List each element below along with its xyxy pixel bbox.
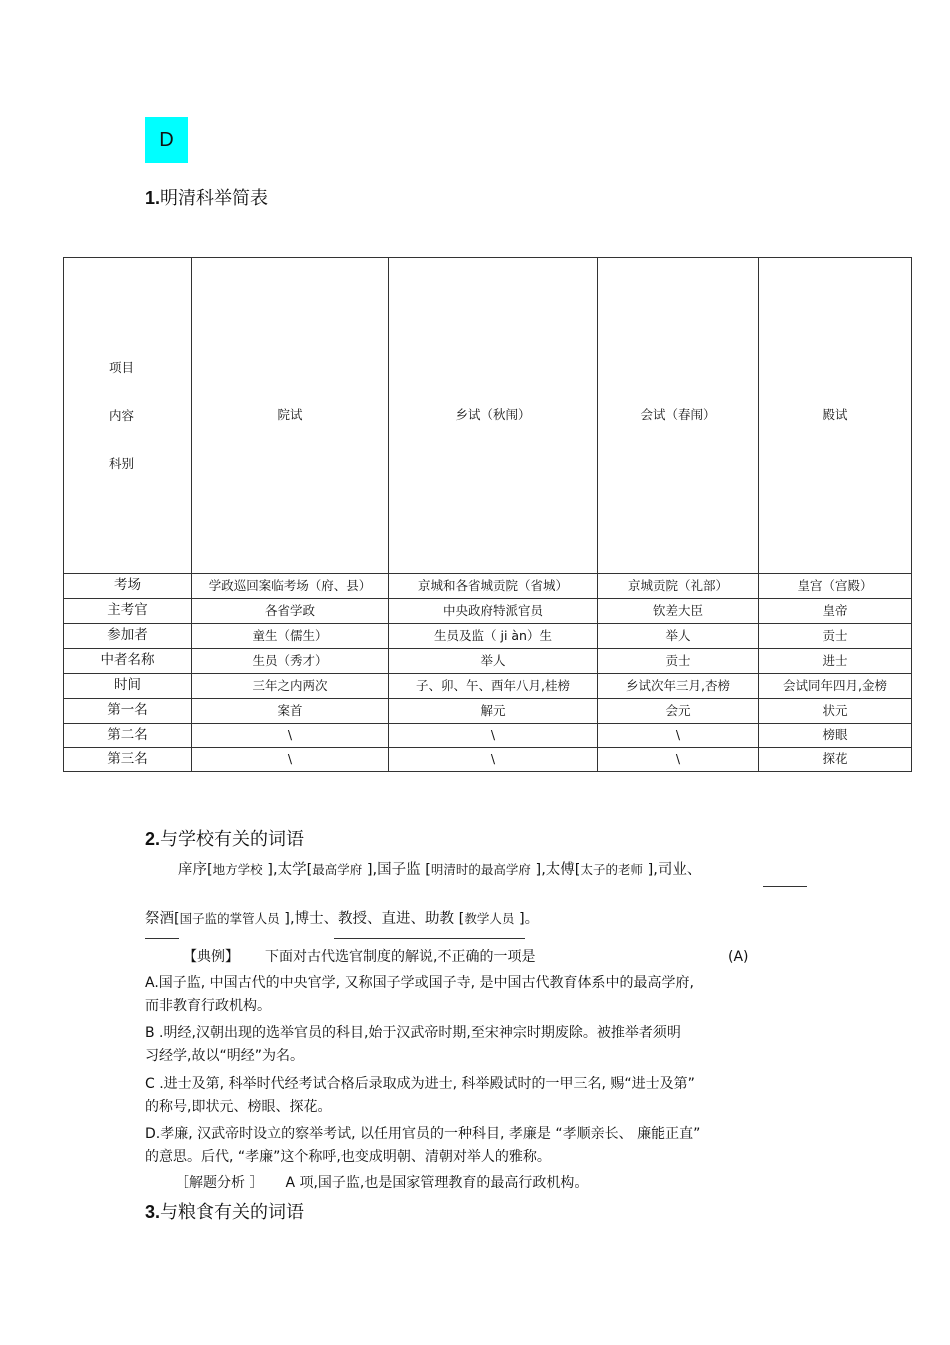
section-2-number: 2.: [145, 829, 161, 849]
header-corner-cell: [64, 258, 192, 574]
table-cell: 贡士: [759, 624, 912, 649]
table-cell: 各省学政: [192, 599, 389, 624]
table-cell: 京城和各省城贡院（省城）: [389, 574, 598, 599]
term-gloss: 太子的老师: [580, 862, 643, 877]
section-1-heading: [145, 184, 268, 210]
section-3-number: 3.: [145, 1202, 161, 1222]
table-row: [64, 674, 912, 699]
row-label: 主考官: [64, 599, 192, 624]
table-cell: \: [192, 724, 389, 748]
table-row: [64, 574, 912, 599]
table-row: [64, 748, 912, 772]
section-3-title: 与粮食有关的词语: [160, 1202, 305, 1223]
fill-blank-underline: [145, 938, 179, 939]
table-row: [64, 599, 912, 624]
row-label: 中者名称: [64, 649, 192, 674]
school-terms-line-1: [178, 863, 701, 878]
table-row: [64, 699, 912, 724]
option-line: B .明经,汉朝出现的选举官员的科目,始于汉武帝时期,至宋神宗时期废除。被推举者须明: [145, 1025, 681, 1041]
exam-table: [63, 257, 912, 772]
table-cell: 举人: [389, 649, 598, 674]
example-label: 【典例】: [183, 949, 239, 965]
option-line: C .进士及第, 科举时代经考试合格后录取成为进士, 科举殿试时的一甲三名, 赐“进士及第”: [145, 1076, 695, 1092]
table-cell: 钦差大臣: [598, 599, 759, 624]
table-cell: 举人: [598, 624, 759, 649]
term-text: ],太傅[: [530, 862, 581, 878]
header-label-content: 内容: [109, 407, 135, 423]
term-text: ]。: [514, 911, 540, 927]
table-cell: 会元: [598, 699, 759, 724]
option-d: [145, 1123, 700, 1169]
table-cell: 皇帝: [759, 599, 912, 624]
section-label-badge: D: [145, 117, 188, 163]
section-3-heading: [145, 1198, 304, 1224]
term-text: 祭酒[: [145, 911, 180, 927]
analysis-label: ［解题分析 ］: [175, 1175, 264, 1191]
table-cell: 进士: [759, 649, 912, 674]
table-cell: \: [389, 724, 598, 748]
table-cell: 三年之内两次: [192, 674, 389, 699]
option-line: D.孝廉, 汉武帝时设立的察举考试, 以任用官员的一种科目, 孝廉是 “孝顺亲长、 廉能正直”: [145, 1126, 701, 1142]
table-cell: 生员及监（ ji àn）生: [389, 624, 598, 649]
analysis-text: A 项,国子监,也是国家管理教育的最高行政机构。: [285, 1175, 589, 1191]
table-row: [64, 724, 912, 748]
example-answer: (A): [728, 949, 749, 965]
row-label: 第二名: [64, 724, 192, 748]
column-header: 乡试（秋闱）: [389, 258, 598, 574]
option-b: [145, 1022, 681, 1068]
table-cell: \: [192, 748, 389, 772]
table-cell: 解元: [389, 699, 598, 724]
table-row: [64, 624, 912, 649]
table-cell: \: [389, 748, 598, 772]
column-header: 会试（春闱）: [598, 258, 759, 574]
fill-blank-underline: [334, 938, 525, 939]
option-a: [145, 972, 694, 1018]
table-cell: 中央政府特派官员: [389, 599, 598, 624]
header-label-category: 科别: [109, 455, 135, 471]
option-line: 习经学,故以“明经”为名。: [145, 1048, 304, 1064]
column-header: 殿试: [759, 258, 912, 574]
table-cell: 生员（秀才）: [192, 649, 389, 674]
table-cell: 会试同年四月,金榜: [759, 674, 912, 699]
example-question: [183, 946, 753, 969]
term-text: ],国子监 [: [362, 862, 431, 878]
option-line: 而非教育行政机构。: [145, 998, 271, 1014]
term-text: 庠序[: [178, 862, 213, 878]
option-c: [145, 1073, 695, 1119]
analysis: [175, 1172, 588, 1195]
section-2-title: 与学校有关的词语: [160, 829, 305, 850]
term-gloss: 明清时的最高学府: [430, 862, 531, 877]
row-label: 考场: [64, 574, 192, 599]
table-cell: 学政巡回案临考场（府、县）: [192, 574, 389, 599]
option-line: 的称号,即状元、榜眼、探花。: [145, 1099, 332, 1115]
header-label-item: 项目: [109, 359, 135, 375]
table-cell: \: [598, 748, 759, 772]
term-gloss: 最高学府: [312, 862, 363, 877]
table-cell: 京城贡院（礼部）: [598, 574, 759, 599]
table-cell: 贡士: [598, 649, 759, 674]
section-1-number: 1.: [145, 188, 161, 208]
term-gloss: 教学人员: [464, 911, 515, 926]
table-cell: 乡试次年三月,杏榜: [598, 674, 759, 699]
row-label: 时间: [64, 674, 192, 699]
row-label: 第一名: [64, 699, 192, 724]
term-gloss: 地方学校: [212, 862, 263, 877]
row-label: 第三名: [64, 748, 192, 772]
fill-blank-underline: [763, 886, 807, 887]
table-cell: 子、卯、午、酉年八月,桂榜: [389, 674, 598, 699]
option-line: 的意思。后代, “孝廉”这个称呼,也变成明朝、清朝对举人的雅称。: [145, 1149, 551, 1165]
option-line: A.国子监, 中国古代的中央官学, 又称国子学或国子寺, 是中国古代教育体系中的最高学府,: [145, 975, 694, 991]
example-question-text: 下面对古代选官制度的解说,不正确的一项是: [265, 949, 536, 965]
term-text: ],司业、: [642, 862, 702, 878]
column-header: 院试: [192, 258, 389, 574]
table-cell: 榜眼: [759, 724, 912, 748]
row-label: 参加者: [64, 624, 192, 649]
section-2-heading: [145, 825, 304, 851]
table-cell: 案首: [192, 699, 389, 724]
term-gloss: 国子监的掌管人员: [179, 911, 280, 926]
term-text: ],太学[: [262, 862, 313, 878]
school-terms-line-2: [145, 912, 539, 927]
table-cell: 皇宫（宫殿）: [759, 574, 912, 599]
table-header-row: [64, 258, 912, 574]
table-cell: 探花: [759, 748, 912, 772]
section-1-title: 明清科举简表: [160, 188, 269, 209]
table-cell: 童生（儒生）: [192, 624, 389, 649]
table-row: [64, 649, 912, 674]
table-cell: 状元: [759, 699, 912, 724]
table-cell: \: [598, 724, 759, 748]
term-text: ],博士、教授、直进、助教 [: [279, 911, 465, 927]
